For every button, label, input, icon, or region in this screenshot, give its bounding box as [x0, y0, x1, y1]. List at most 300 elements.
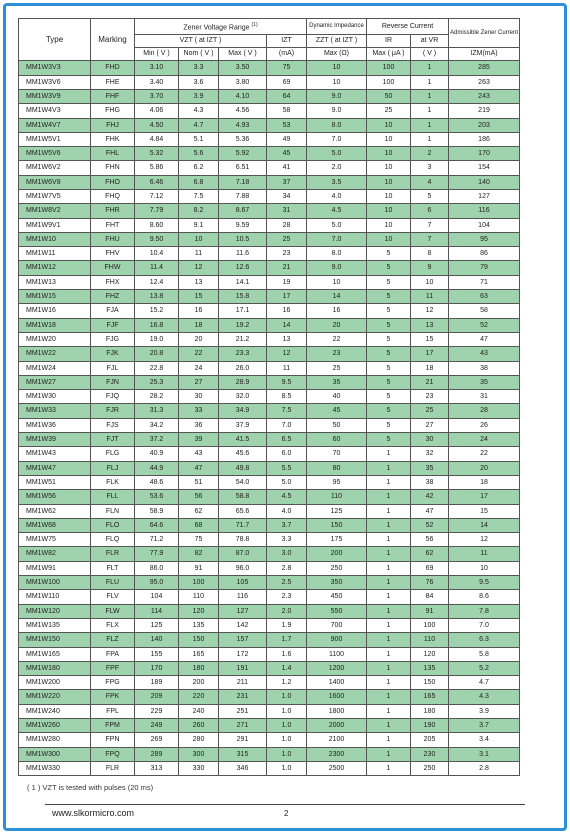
cell-vz-min: 71.2: [135, 533, 179, 547]
cell-izt: 7.0: [267, 418, 307, 432]
cell-izt: 2.5: [267, 576, 307, 590]
cell-zzt: 10: [307, 75, 367, 89]
cell-vz-max: 6.51: [219, 161, 267, 175]
cell-izm: 140: [449, 175, 520, 189]
cell-type: MM1W22: [19, 347, 91, 361]
cell-izm: 28: [449, 404, 520, 418]
cell-marking: FLJ: [91, 461, 135, 475]
cell-marking: FHQ: [91, 190, 135, 204]
cell-izm: 31: [449, 390, 520, 404]
cell-vz-nom: 3.3: [179, 61, 219, 75]
cell-vz-min: 229: [135, 704, 179, 718]
cell-vz-min: 44.9: [135, 461, 179, 475]
cell-izm: 26: [449, 418, 520, 432]
table-row: [19, 332, 520, 346]
cell-izm: 285: [449, 61, 520, 75]
cell-vz-max: 41.5: [219, 433, 267, 447]
cell-marking: FJG: [91, 332, 135, 346]
cell-izm: 38: [449, 361, 520, 375]
cell-type: MM1W16: [19, 304, 91, 318]
cell-vz-max: 231: [219, 690, 267, 704]
cell-vz-nom: 91: [179, 561, 219, 575]
cell-type: MM1W43: [19, 447, 91, 461]
table-row: [19, 461, 520, 475]
cell-izt: 16: [267, 304, 307, 318]
cell-ir: 5: [367, 418, 411, 432]
cell-marking: FLX: [91, 618, 135, 632]
cell-ir: 10: [367, 118, 411, 132]
table-body: [19, 61, 520, 776]
zener-range-header: [135, 19, 307, 35]
cell-type: MM1W220: [19, 690, 91, 704]
cell-vz-max: 96.0: [219, 561, 267, 575]
cell-ir: 5: [367, 261, 411, 275]
cell-izt: 5.0: [267, 475, 307, 489]
table-row: [19, 118, 520, 132]
cell-ir: 1: [367, 561, 411, 575]
cell-ir: 1: [367, 576, 411, 590]
cell-vz-max: 172: [219, 647, 267, 661]
cell-vz-min: 86.0: [135, 561, 179, 575]
cell-ir: 25: [367, 104, 411, 118]
cell-vz-max: 7.88: [219, 190, 267, 204]
cell-zzt: 9.0: [307, 261, 367, 275]
cell-vz-min: 4.06: [135, 104, 179, 118]
cell-vz-max: 116: [219, 590, 267, 604]
cell-vr: 100: [411, 618, 449, 632]
cell-izm: 22: [449, 447, 520, 461]
cell-zzt: 1800: [307, 704, 367, 718]
cell-marking: FLO: [91, 518, 135, 532]
cell-izt: 1.2: [267, 676, 307, 690]
cell-vz-min: 10.4: [135, 247, 179, 261]
cell-marking: FHX: [91, 275, 135, 289]
cell-izt: 12: [267, 347, 307, 361]
izm-unit-header: IZM(mA): [449, 48, 520, 61]
cell-izt: 3.0: [267, 547, 307, 561]
cell-izt: 31: [267, 204, 307, 218]
cell-zzt: 175: [307, 533, 367, 547]
cell-izt: 3.7: [267, 518, 307, 532]
table-row: [19, 504, 520, 518]
cell-vz-nom: 16: [179, 304, 219, 318]
cell-vz-max: 9.59: [219, 218, 267, 232]
table-row: [19, 318, 520, 332]
cell-izt: 3.3: [267, 533, 307, 547]
cell-zzt: 700: [307, 618, 367, 632]
cell-zzt: 450: [307, 590, 367, 604]
cell-type: MM1W135: [19, 618, 91, 632]
cell-vz-nom: 43: [179, 447, 219, 461]
cell-type: MM1W15: [19, 290, 91, 304]
table-row: [19, 147, 520, 161]
cell-vr: 6: [411, 204, 449, 218]
cell-izt: 14: [267, 318, 307, 332]
cell-vz-max: 315: [219, 747, 267, 761]
cell-marking: FJR: [91, 404, 135, 418]
cell-vr: 1: [411, 75, 449, 89]
max-header: Max ( V ): [219, 48, 267, 61]
cell-marking: FHV: [91, 247, 135, 261]
cell-type: MM1W330: [19, 761, 91, 775]
cell-ir: 5: [367, 433, 411, 447]
cell-marking: FPK: [91, 690, 135, 704]
cell-vz-nom: 150: [179, 633, 219, 647]
table-row: [19, 561, 520, 575]
cell-ir: 1: [367, 690, 411, 704]
cell-ir: 10: [367, 190, 411, 204]
cell-vr: 180: [411, 704, 449, 718]
cell-izm: 71: [449, 275, 520, 289]
cell-vr: 42: [411, 490, 449, 504]
cell-vz-min: 53.6: [135, 490, 179, 504]
cell-ir: 1: [367, 518, 411, 532]
cell-izt: 34: [267, 190, 307, 204]
cell-type: MM1W165: [19, 647, 91, 661]
cell-zzt: 2100: [307, 733, 367, 747]
cell-vr: 8: [411, 247, 449, 261]
table-row: [19, 375, 520, 389]
cell-zzt: 200: [307, 547, 367, 561]
cell-marking: FJK: [91, 347, 135, 361]
cell-izt: 1.0: [267, 690, 307, 704]
cell-vz-max: 4.93: [219, 118, 267, 132]
table-row: [19, 190, 520, 204]
cell-vz-nom: 165: [179, 647, 219, 661]
table-row: [19, 290, 520, 304]
cell-zzt: 125: [307, 504, 367, 518]
cell-vr: 1: [411, 61, 449, 75]
min-header: Min ( V ): [135, 48, 179, 61]
cell-vz-max: 291: [219, 733, 267, 747]
table-row: [19, 275, 520, 289]
cell-marking: FLL: [91, 490, 135, 504]
cell-zzt: 10: [307, 61, 367, 75]
cell-type: MM1W62: [19, 504, 91, 518]
cell-type: MM1W300: [19, 747, 91, 761]
cell-marking: FHL: [91, 147, 135, 161]
cell-vr: 12: [411, 304, 449, 318]
cell-vz-nom: 82: [179, 547, 219, 561]
cell-izt: 23: [267, 247, 307, 261]
cell-izm: 14: [449, 518, 520, 532]
cell-vz-max: 23.3: [219, 347, 267, 361]
cell-ir: 100: [367, 75, 411, 89]
cell-vz-nom: 27: [179, 375, 219, 389]
cell-vr: 7: [411, 232, 449, 246]
cell-vz-max: 17.1: [219, 304, 267, 318]
cell-zzt: 1200: [307, 661, 367, 675]
table-row: [19, 161, 520, 175]
cell-zzt: 2.0: [307, 161, 367, 175]
cell-type: MM1W150: [19, 633, 91, 647]
cell-izm: 127: [449, 190, 520, 204]
cell-izm: 12: [449, 533, 520, 547]
cell-izm: 11: [449, 547, 520, 561]
cell-zzt: 550: [307, 604, 367, 618]
cell-vz-nom: 280: [179, 733, 219, 747]
cell-izt: 1.9: [267, 618, 307, 632]
cell-izm: 47: [449, 332, 520, 346]
cell-vz-min: 22.8: [135, 361, 179, 375]
cell-vz-max: 11.6: [219, 247, 267, 261]
cell-marking: FJQ: [91, 390, 135, 404]
cell-type: MM1W27: [19, 375, 91, 389]
cell-vz-min: 114: [135, 604, 179, 618]
cell-vz-nom: 10: [179, 232, 219, 246]
cell-vr: 1: [411, 89, 449, 103]
cell-izt: 53: [267, 118, 307, 132]
cell-izm: 154: [449, 161, 520, 175]
cell-ir: 1: [367, 590, 411, 604]
cell-izm: 17: [449, 490, 520, 504]
cell-vz-max: 5.36: [219, 132, 267, 146]
cell-vz-min: 170: [135, 661, 179, 675]
cell-izm: 63: [449, 290, 520, 304]
cell-izt: 11: [267, 361, 307, 375]
izt-unit-header: (mA): [267, 48, 307, 61]
cell-izt: 9.5: [267, 375, 307, 389]
at-vr-header: at VR: [411, 35, 449, 48]
cell-izm: 186: [449, 132, 520, 146]
cell-ir: 1: [367, 718, 411, 732]
cell-vz-min: 3.70: [135, 89, 179, 103]
cell-zzt: 9.0: [307, 89, 367, 103]
cell-zzt: 7.0: [307, 132, 367, 146]
zzt-unit-header: Max (Ω): [307, 48, 367, 61]
cell-vr: 69: [411, 561, 449, 575]
cell-ir: 1: [367, 490, 411, 504]
cell-izt: 8.5: [267, 390, 307, 404]
cell-vr: 1: [411, 118, 449, 132]
cell-vr: 56: [411, 533, 449, 547]
cell-izm: 8.6: [449, 590, 520, 604]
table-row: [19, 89, 520, 103]
cell-vz-max: 3.80: [219, 75, 267, 89]
cell-vz-max: 251: [219, 704, 267, 718]
cell-marking: FPM: [91, 718, 135, 732]
cell-vr: 23: [411, 390, 449, 404]
table-row: [19, 304, 520, 318]
cell-type: MM1W3V3: [19, 61, 91, 75]
table-row: [19, 175, 520, 189]
reverse-current-header: Reverse Current: [367, 19, 449, 35]
cell-type: MM1W9V1: [19, 218, 91, 232]
cell-vr: 30: [411, 433, 449, 447]
cell-vr: 3: [411, 161, 449, 175]
cell-ir: 1: [367, 447, 411, 461]
cell-vz-max: 19.2: [219, 318, 267, 332]
cell-ir: 5: [367, 375, 411, 389]
cell-marking: FHZ: [91, 290, 135, 304]
cell-zzt: 8.0: [307, 247, 367, 261]
cell-vz-max: 37.9: [219, 418, 267, 432]
cell-vz-min: 125: [135, 618, 179, 632]
cell-ir: 1: [367, 704, 411, 718]
cell-izm: 263: [449, 75, 520, 89]
cell-vz-max: 4.56: [219, 104, 267, 118]
cell-vr: 9: [411, 261, 449, 275]
cell-vr: 35: [411, 461, 449, 475]
cell-ir: 5: [367, 290, 411, 304]
cell-vz-min: 155: [135, 647, 179, 661]
cell-type: MM1W4V3: [19, 104, 91, 118]
cell-izt: 2.3: [267, 590, 307, 604]
cell-vz-max: 7.18: [219, 175, 267, 189]
footnote: ( 1 ) VZT is tested with pulses (20 ms): [27, 783, 154, 792]
ir-unit-header: Max ( μA ): [367, 48, 411, 61]
cell-vz-max: 65.6: [219, 504, 267, 518]
cell-vr: 110: [411, 633, 449, 647]
cell-type: MM1W12: [19, 261, 91, 275]
cell-vz-min: 19.0: [135, 332, 179, 346]
cell-vz-nom: 3.9: [179, 89, 219, 103]
cell-vz-nom: 6.2: [179, 161, 219, 175]
cell-marking: FHO: [91, 175, 135, 189]
cell-vr: 52: [411, 518, 449, 532]
cell-type: MM1W3V6: [19, 75, 91, 89]
cell-vr: 5: [411, 190, 449, 204]
cell-vr: 120: [411, 647, 449, 661]
table-row: [19, 61, 520, 75]
cell-vr: 190: [411, 718, 449, 732]
cell-zzt: 8.0: [307, 118, 367, 132]
cell-marking: FLQ: [91, 533, 135, 547]
table-row: [19, 747, 520, 761]
cell-vz-nom: 200: [179, 676, 219, 690]
cell-vz-min: 209: [135, 690, 179, 704]
cell-vr: 27: [411, 418, 449, 432]
cell-zzt: 16: [307, 304, 367, 318]
cell-vz-nom: 24: [179, 361, 219, 375]
cell-vz-nom: 20: [179, 332, 219, 346]
cell-marking: FPL: [91, 704, 135, 718]
cell-marking: FLN: [91, 504, 135, 518]
cell-marking: FHG: [91, 104, 135, 118]
cell-izt: 13: [267, 332, 307, 346]
cell-zzt: 2500: [307, 761, 367, 775]
cell-ir: 1: [367, 761, 411, 775]
cell-vz-nom: 240: [179, 704, 219, 718]
cell-izt: 58: [267, 104, 307, 118]
cell-vz-nom: 22: [179, 347, 219, 361]
table-row: [19, 204, 520, 218]
cell-marking: FHU: [91, 232, 135, 246]
cell-vr: 1: [411, 104, 449, 118]
cell-izm: 79: [449, 261, 520, 275]
cell-izm: 203: [449, 118, 520, 132]
cell-marking: FHK: [91, 132, 135, 146]
cell-vr: 4: [411, 175, 449, 189]
table-row: [19, 361, 520, 375]
cell-ir: 10: [367, 161, 411, 175]
cell-vz-min: 15.2: [135, 304, 179, 318]
cell-vz-nom: 18: [179, 318, 219, 332]
cell-izm: 7.8: [449, 604, 520, 618]
cell-vz-nom: 4.7: [179, 118, 219, 132]
cell-marking: FHW: [91, 261, 135, 275]
cell-type: MM1W33: [19, 404, 91, 418]
cell-vr: 13: [411, 318, 449, 332]
cell-type: MM1W5V1: [19, 132, 91, 146]
cell-type: MM1W180: [19, 661, 91, 675]
cell-vz-nom: 7.5: [179, 190, 219, 204]
cell-vz-max: 127: [219, 604, 267, 618]
table-row: [19, 733, 520, 747]
cell-ir: 10: [367, 204, 411, 218]
cell-ir: 50: [367, 89, 411, 103]
cell-vz-nom: 9.1: [179, 218, 219, 232]
cell-vz-nom: 47: [179, 461, 219, 475]
cell-ir: 10: [367, 232, 411, 246]
cell-zzt: 23: [307, 347, 367, 361]
cell-izt: 6.0: [267, 447, 307, 461]
cell-type: MM1W6V2: [19, 161, 91, 175]
cell-vz-nom: 56: [179, 490, 219, 504]
cell-type: MM1W30: [19, 390, 91, 404]
cell-type: MM1W10: [19, 232, 91, 246]
cell-zzt: 150: [307, 518, 367, 532]
cell-zzt: 7.0: [307, 232, 367, 246]
cell-type: MM1W6V8: [19, 175, 91, 189]
cell-marking: FJS: [91, 418, 135, 432]
cell-izm: 5.2: [449, 661, 520, 675]
cell-vz-min: 37.2: [135, 433, 179, 447]
cell-vz-min: 313: [135, 761, 179, 775]
table-row: [19, 704, 520, 718]
cell-zzt: 45: [307, 404, 367, 418]
cell-vz-min: 31.3: [135, 404, 179, 418]
cell-ir: 10: [367, 132, 411, 146]
izt-header: IZT: [267, 35, 307, 48]
cell-type: MM1W91: [19, 561, 91, 575]
cell-vz-max: 4.10: [219, 89, 267, 103]
cell-ir: 1: [367, 676, 411, 690]
cell-vz-max: 211: [219, 676, 267, 690]
cell-izt: 28: [267, 218, 307, 232]
cell-type: MM1W200: [19, 676, 91, 690]
cell-vz-min: 16.8: [135, 318, 179, 332]
cell-izm: 9.5: [449, 576, 520, 590]
cell-zzt: 5.0: [307, 218, 367, 232]
table-row: [19, 433, 520, 447]
cell-vr: 76: [411, 576, 449, 590]
cell-marking: FHJ: [91, 118, 135, 132]
table-row: [19, 718, 520, 732]
cell-vz-min: 9.50: [135, 232, 179, 246]
cell-marking: FHR: [91, 204, 135, 218]
cell-vz-max: 5.92: [219, 147, 267, 161]
cell-type: MM1W5V6: [19, 147, 91, 161]
cell-type: MM1W36: [19, 418, 91, 432]
cell-izt: 7.5: [267, 404, 307, 418]
zzt-header: ZZT ( at IZT ): [307, 35, 367, 48]
cell-vz-min: 8.60: [135, 218, 179, 232]
cell-izt: 1.0: [267, 747, 307, 761]
cell-izt: 19: [267, 275, 307, 289]
cell-vz-max: 14.1: [219, 275, 267, 289]
cell-type: MM1W13: [19, 275, 91, 289]
cell-izm: 6.3: [449, 633, 520, 647]
cell-vz-min: 77.9: [135, 547, 179, 561]
cell-ir: 5: [367, 347, 411, 361]
cell-marking: FPN: [91, 733, 135, 747]
cell-vz-max: 78.8: [219, 533, 267, 547]
col-type-header: Type: [19, 19, 91, 61]
cell-izt: 2.0: [267, 604, 307, 618]
cell-type: MM1W18: [19, 318, 91, 332]
cell-vz-min: 289: [135, 747, 179, 761]
